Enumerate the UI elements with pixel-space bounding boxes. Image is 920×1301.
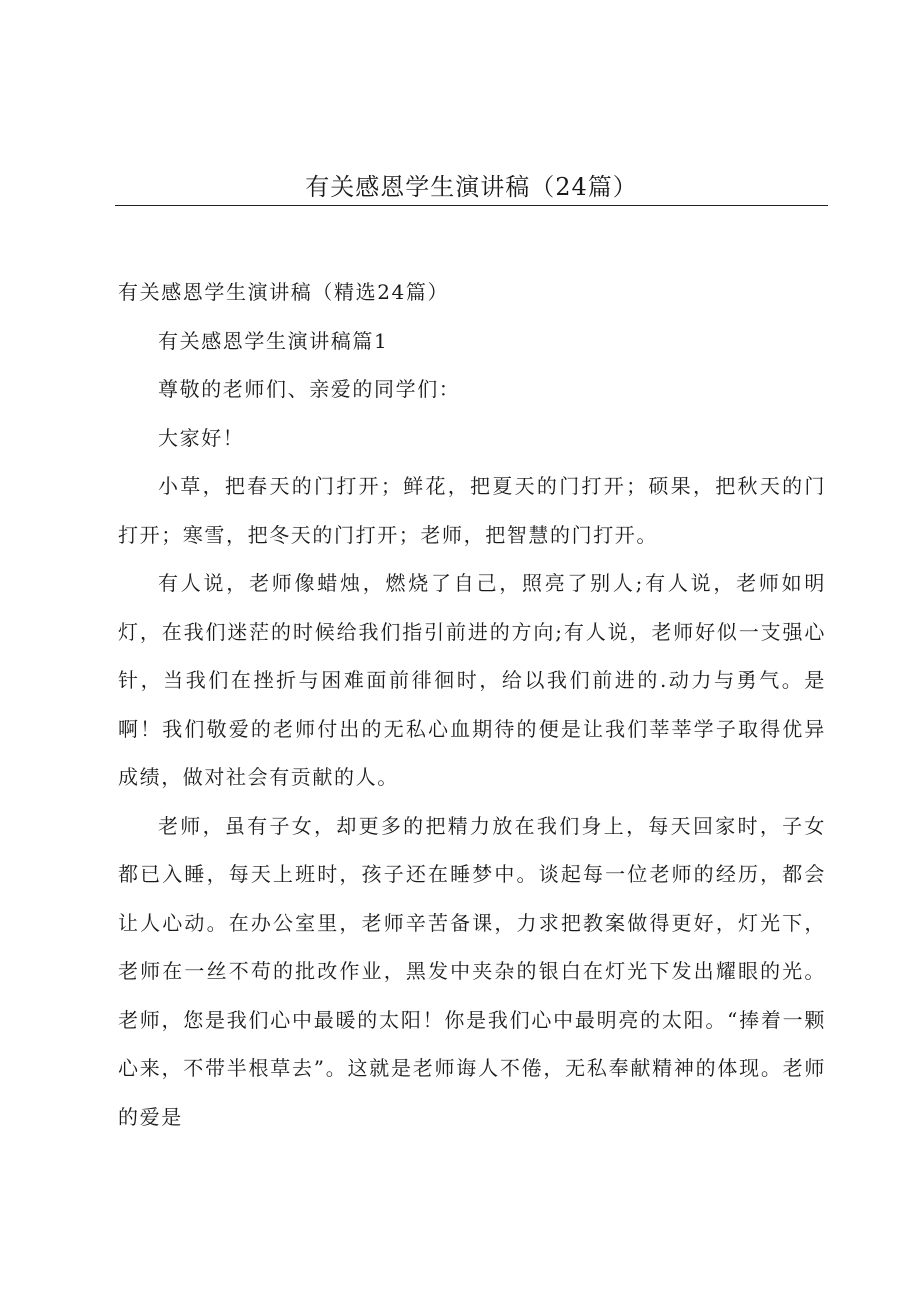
greeting: 大家好！ bbox=[158, 425, 245, 450]
body-paragraph: 有人说，老师像蜡烛，燃烧了自己，照亮了别人;有人说，老师如明灯，在我们迷茫的时候给我们指引前进的方向;有人说，老师好似一支强心针，当我们在挫折与困难面前徘徊时，给以我们前进的.动力与勇气。是啊！我们敬爱的老师付出的无私心血期待的便是让我们莘莘学子取得优异成绩，做对社会有贡献的人。 bbox=[118, 571, 826, 789]
body-paragraph: 老师，虽有子女，却更多的把精力放在我们身上，每天回家时，子女都已入睡，每天上班时，孩子还在睡梦中。谈起每一位老师的经历，都会让人心动。在办公室里，老师辛苦备课，力求把教案做得更好，灯光下，老师在一丝不苟的批改作业，黑发中夹杂的银白在灯光下发出耀眼的光。老师，您是我们心中最暖的太阳！你是我们心中最明亮的太阳。“捧着一颗心来，不带半根草去”。这就是老师诲人不倦，无私奉献精神的体现。老师的爱是 bbox=[118, 813, 826, 1129]
salutation: 尊敬的老师们、亲爱的同学们： bbox=[158, 377, 461, 401]
title-underline bbox=[115, 205, 828, 206]
subtitle-paragraph: 有关感恩学生演讲稿（精选24篇） bbox=[118, 280, 450, 304]
section-heading: 有关感恩学生演讲稿篇1 bbox=[158, 328, 389, 353]
body-paragraph: 小草，把春天的门打开；鲜花，把夏天的门打开；硕果，把秋天的门打开；寒雪，把冬天的门打开；老师，把智慧的门打开。 bbox=[118, 474, 826, 547]
document-body bbox=[118, 268, 826, 1141]
document-title: 有关感恩学生演讲稿（24篇） bbox=[305, 173, 638, 201]
